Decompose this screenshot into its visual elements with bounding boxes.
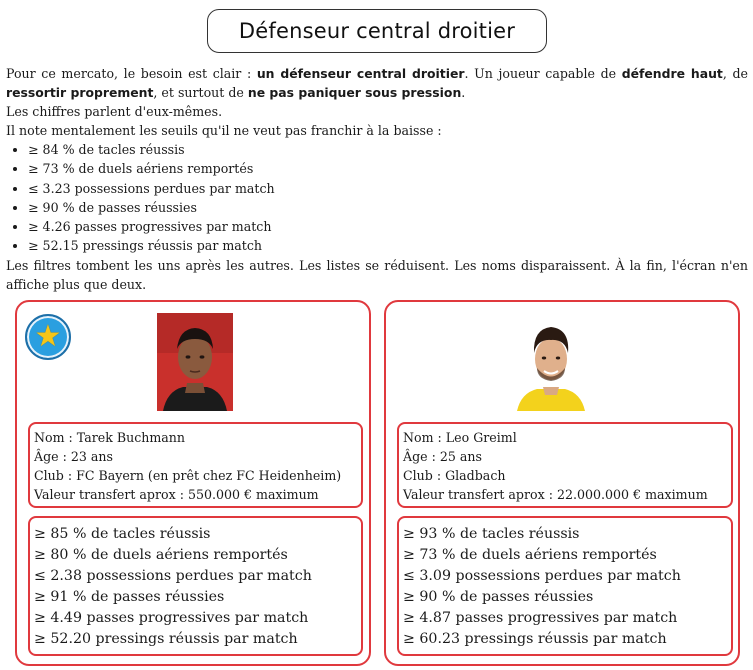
stat-line: ≥ 93 % de tacles réussis — [403, 526, 580, 542]
player-name: Nom : Tarek Buchmann — [34, 430, 186, 445]
player-info-box — [28, 422, 363, 508]
star-badge — [25, 314, 71, 360]
threshold-item: • ≥ 52.15 pressings réussis par match — [28, 236, 748, 255]
intro-paragraph-2: Les chiffres parlent d'eux-mêmes. — [6, 104, 223, 119]
intro-text-segment: , et surtout de — [153, 85, 248, 100]
stat-line: ≤ 3.09 possessions perdues par match — [403, 568, 681, 584]
intro-text-segment: , de — [722, 66, 748, 81]
intro-bold-segment: ne pas paniquer sous pression — [247, 85, 462, 100]
threshold-item: • ≥ 90 % de passes réussies — [28, 198, 748, 217]
player-transfer-value: Valeur transfert aprox : 22.000.000 € maximum — [403, 487, 708, 502]
stat-line: ≥ 85 % de tacles réussis — [34, 526, 211, 542]
intro-bold-segment: ressortir proprement — [6, 85, 154, 100]
stat-line: ≥ 4.87 passes progressives par match — [403, 610, 678, 626]
title-box — [207, 9, 547, 53]
intro-text-segment: . Un joueur capable de — [464, 66, 622, 81]
player-club: Club : FC Bayern (en prêt chez FC Heidenheim) — [34, 468, 342, 483]
player-portrait-icon — [157, 313, 233, 411]
star-icon: ★ — [34, 319, 62, 354]
stat-line: ≥ 91 % de passes réussies — [34, 589, 225, 605]
player-info-box — [397, 422, 733, 508]
player-age: Âge : 25 ans — [403, 449, 482, 464]
intro-paragraph-1 — [6, 64, 748, 102]
intro-paragraph-4: Les filtres tombent les uns après les autres. Les listes se réduisent. Les noms disparaissent. À la fin, l'écran n'en affiche plus que deux. — [6, 257, 748, 292]
intro-text-segment: Pour ce mercato, le besoin est clair : — [6, 66, 257, 81]
stat-line: ≥ 60.23 pressings réussis par match — [403, 631, 667, 647]
intro-paragraph-3: Il note mentalement les seuils qu'il ne veut pas franchir à la baisse : — [6, 123, 442, 138]
intro-bold-segment: défendre haut — [621, 66, 723, 81]
threshold-item: • ≥ 73 % de duels aériens remportés — [28, 159, 748, 178]
threshold-item: • ≤ 3.23 possessions perdues par match — [28, 179, 748, 198]
player-transfer-value: Valeur transfert aprox : 550.000 € maximum — [34, 487, 319, 502]
player-stats-box — [397, 516, 733, 656]
player-age: Âge : 23 ans — [34, 449, 113, 464]
stat-line: ≥ 73 % de duels aériens remportés — [403, 547, 657, 563]
player-card-buchmann — [15, 300, 371, 666]
stat-line: ≥ 90 % de passes réussies — [403, 589, 594, 605]
intro-bold-segment: un défenseur central droitier — [256, 66, 465, 81]
stat-line: ≥ 52.20 pressings réussis par match — [34, 631, 298, 647]
stat-line: ≥ 4.49 passes progressives par match — [34, 610, 309, 626]
threshold-item: • ≥ 84 % de tacles réussis — [28, 140, 748, 159]
player-card-greiml — [384, 300, 740, 666]
player-portrait-icon — [513, 313, 589, 411]
stat-line: ≤ 2.38 possessions perdues par match — [34, 568, 312, 584]
player-photo-buchmann — [157, 313, 233, 411]
threshold-item: • ≥ 4.26 passes progressives par match — [28, 217, 748, 236]
player-name: Nom : Leo Greiml — [403, 430, 517, 445]
threshold-list — [6, 140, 748, 256]
player-photo-greiml — [513, 313, 589, 411]
player-stats-box — [28, 516, 363, 656]
player-club: Club : Gladbach — [403, 468, 506, 483]
intro-text-segment: . — [461, 85, 466, 100]
intro-text — [6, 64, 748, 294]
page-title: Défenseur central droitier — [238, 19, 516, 43]
stat-line: ≥ 80 % de duels aériens remportés — [34, 547, 288, 563]
